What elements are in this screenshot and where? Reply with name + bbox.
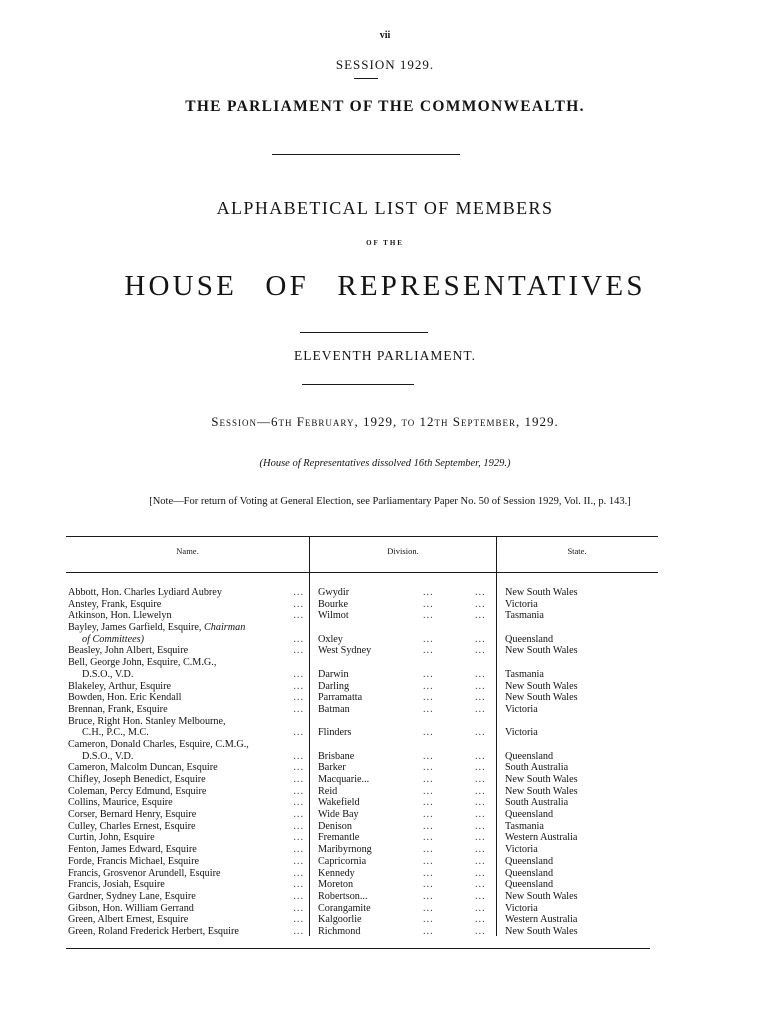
leader-dots: ... <box>475 902 486 914</box>
state-cell <box>505 704 655 716</box>
member-name <box>68 692 306 704</box>
member-name-continued <box>68 634 306 646</box>
leader-dots: ... <box>475 844 486 856</box>
member-title: of Committees) <box>82 633 144 645</box>
leader-dots: ... <box>293 610 304 622</box>
leader-dots: ... <box>475 890 486 902</box>
division-cell <box>318 762 493 774</box>
leader-dots: ... <box>475 598 486 610</box>
division-name: Wakefield <box>318 797 360 809</box>
member-name <box>68 622 306 634</box>
row-spacer <box>505 739 655 751</box>
leader-dots: ... <box>293 902 304 914</box>
state-column <box>505 587 655 938</box>
division-cell <box>318 844 493 856</box>
leader-dots: ... <box>293 680 304 692</box>
leader-dots: ... <box>423 785 434 797</box>
member-name <box>68 926 306 938</box>
leader-dots: ... <box>423 890 434 902</box>
column-divider <box>496 536 497 936</box>
division-name: Denison <box>318 820 352 832</box>
session-heading: SESSION 1929. <box>335 57 435 72</box>
state-cell <box>505 832 655 844</box>
divider <box>300 332 428 333</box>
row-spacer <box>318 716 493 728</box>
state-name: Queensland <box>505 879 554 891</box>
leader-dots: ... <box>293 633 304 645</box>
state-name: New South Wales <box>505 890 578 902</box>
member-name <box>68 599 306 611</box>
divider <box>302 384 414 385</box>
member-name <box>68 879 306 891</box>
leader-dots: ... <box>475 750 486 762</box>
dissolution-note: (House of Representatives dissolved 16th September, 1929.) <box>259 458 511 469</box>
state-cell <box>505 821 655 833</box>
member-name-text: Blakeley, Arthur, Esquire <box>68 680 172 692</box>
division-name: Batman <box>318 703 350 715</box>
state-cell <box>505 903 655 915</box>
name-column <box>68 587 306 938</box>
state-name: Tasmania <box>505 668 544 680</box>
leader-dots: ... <box>475 727 486 739</box>
division-cell <box>318 856 493 868</box>
member-name-text: Atkinson, Hon. Llewelyn <box>68 610 172 622</box>
member-title: Chairman <box>203 622 246 634</box>
state-cell <box>505 762 655 774</box>
leader-dots: ... <box>475 762 486 774</box>
list-title: ALPHABETICAL LIST OF MEMBERS <box>216 198 554 218</box>
leader-dots: ... <box>293 727 304 739</box>
division-column-header: Division. <box>387 546 419 556</box>
state-name: New South Wales <box>505 587 578 598</box>
state-cell <box>505 879 655 891</box>
member-name <box>68 774 306 786</box>
table-header-rule <box>66 572 658 573</box>
state-name: South Australia <box>505 797 569 809</box>
row-spacer <box>318 739 493 751</box>
member-name <box>68 903 306 915</box>
division-cell <box>318 868 493 880</box>
member-name-text: Gardner, Sydney Lane, Esquire <box>68 890 196 902</box>
division-cell <box>318 903 493 915</box>
division-name: Bourke <box>318 598 348 610</box>
leader-dots: ... <box>293 587 304 598</box>
division-name: West Sydney <box>318 645 372 657</box>
leader-dots: ... <box>293 809 304 821</box>
state-cell <box>505 891 655 903</box>
leader-dots: ... <box>475 692 486 704</box>
leader-dots: ... <box>423 645 434 657</box>
division-cell <box>318 587 493 599</box>
division-name: Brisbane <box>318 750 355 762</box>
division-name: Barker <box>318 762 346 774</box>
state-cell <box>505 914 655 926</box>
leader-dots: ... <box>475 680 486 692</box>
leader-dots: ... <box>475 879 486 891</box>
member-name-text: Chifley, Joseph Benedict, Esquire <box>68 774 206 785</box>
leader-dots: ... <box>475 785 486 797</box>
leader-dots: ... <box>293 692 304 704</box>
division-name: Robertson... <box>318 890 368 902</box>
division-cell <box>318 914 493 926</box>
member-name-text: Francis, Josiah, Esquire <box>68 879 165 891</box>
state-name: Victoria <box>505 902 538 914</box>
state-cell <box>505 634 655 646</box>
division-cell <box>318 774 493 786</box>
member-name <box>68 821 306 833</box>
division-name: Corangamite <box>318 902 371 914</box>
member-name-continued <box>68 751 306 763</box>
leader-dots: ... <box>423 692 434 704</box>
leader-dots: ... <box>423 925 434 937</box>
division-cell <box>318 634 493 646</box>
row-spacer <box>505 657 655 669</box>
leader-dots: ... <box>423 809 434 821</box>
divider <box>354 78 378 79</box>
leader-dots: ... <box>475 668 486 680</box>
state-cell <box>505 844 655 856</box>
leader-dots: ... <box>293 762 304 774</box>
member-name <box>68 797 306 809</box>
leader-dots: ... <box>293 867 304 879</box>
leader-dots: ... <box>293 879 304 891</box>
leader-dots: ... <box>475 645 486 657</box>
state-name: South Australia <box>505 762 569 774</box>
leader-dots: ... <box>293 598 304 610</box>
row-spacer <box>505 622 655 634</box>
leader-dots: ... <box>423 867 434 879</box>
division-cell <box>318 692 493 704</box>
member-name-text: Collins, Maurice, Esquire <box>68 797 173 809</box>
state-cell <box>505 926 655 938</box>
division-cell <box>318 610 493 622</box>
session-dates: Session—6th February, 1929, to 12th September, 1929. <box>211 414 559 429</box>
leader-dots: ... <box>293 774 304 785</box>
leader-dots: ... <box>475 703 486 715</box>
member-name-continued <box>68 669 306 681</box>
division-name: Parramatta <box>318 692 363 704</box>
state-cell <box>505 610 655 622</box>
member-name-text: D.S.O., V.D. <box>82 750 134 762</box>
state-name: Victoria <box>505 727 538 739</box>
state-name: Tasmania <box>505 610 544 622</box>
leader-dots: ... <box>293 855 304 867</box>
state-cell <box>505 669 655 681</box>
row-spacer <box>318 657 493 669</box>
state-cell <box>505 786 655 798</box>
state-name: Queensland <box>505 867 554 879</box>
leader-dots: ... <box>475 867 486 879</box>
member-name-text: Green, Roland Frederick Herbert, Esquire <box>68 925 239 937</box>
member-name-text: Anstey, Frank, Esquire <box>68 598 162 610</box>
state-cell <box>505 587 655 599</box>
house-title: HOUSE OF REPRESENTATIVES <box>124 270 646 302</box>
state-name: New South Wales <box>505 680 578 692</box>
leader-dots: ... <box>293 750 304 762</box>
member-name <box>68 704 306 716</box>
member-name <box>68 739 306 751</box>
state-cell <box>505 599 655 611</box>
member-name-text: Abbott, Hon. Charles Lydiard Aubrey <box>68 587 222 598</box>
row-spacer <box>505 716 655 728</box>
state-name: Victoria <box>505 844 538 856</box>
division-cell <box>318 786 493 798</box>
member-name-text: Brennan, Frank, Esquire <box>68 703 168 715</box>
state-name: New South Wales <box>505 774 578 785</box>
division-cell <box>318 681 493 693</box>
leader-dots: ... <box>475 925 486 937</box>
state-name: Queensland <box>505 809 554 821</box>
parliament-title: THE PARLIAMENT OF THE COMMONWEALTH. <box>185 98 585 115</box>
leader-dots: ... <box>293 645 304 657</box>
leader-dots: ... <box>423 832 434 844</box>
member-name-text: Gibson, Hon. William Gerrand <box>68 902 194 914</box>
state-cell <box>505 797 655 809</box>
division-cell <box>318 751 493 763</box>
state-name: New South Wales <box>505 925 578 937</box>
member-name <box>68 832 306 844</box>
leader-dots: ... <box>423 587 434 598</box>
state-cell <box>505 856 655 868</box>
member-name <box>68 868 306 880</box>
division-name: Reid <box>318 785 338 797</box>
leader-dots: ... <box>475 610 486 622</box>
division-name: Darling <box>318 680 350 692</box>
division-cell <box>318 669 493 681</box>
leader-dots: ... <box>423 774 434 785</box>
state-cell <box>505 727 655 739</box>
leader-dots: ... <box>423 855 434 867</box>
state-name: Queensland <box>505 855 554 867</box>
member-name-text: Francis, Grosvenor Arundell, Esquire <box>68 867 221 879</box>
division-cell <box>318 645 493 657</box>
member-name-text: Bowden, Hon. Eric Kendall <box>68 692 182 704</box>
member-name <box>68 587 306 599</box>
row-spacer <box>318 622 493 634</box>
division-name: Richmond <box>318 925 361 937</box>
member-name <box>68 856 306 868</box>
leader-dots: ... <box>423 668 434 680</box>
division-name: Capricornia <box>318 855 367 867</box>
division-cell <box>318 809 493 821</box>
member-name-text: Coleman, Percy Edmund, Esquire <box>68 785 207 797</box>
leader-dots: ... <box>423 914 434 926</box>
member-name <box>68 610 306 622</box>
leader-dots: ... <box>475 820 486 832</box>
leader-dots: ... <box>423 598 434 610</box>
state-name: New South Wales <box>505 785 578 797</box>
leader-dots: ... <box>423 762 434 774</box>
state-cell <box>505 645 655 657</box>
leader-dots: ... <box>293 832 304 844</box>
state-name: Western Australia <box>505 914 578 926</box>
leader-dots: ... <box>423 680 434 692</box>
voting-note: [Note—For return of Voting at General Election, see Parliamentary Paper No. 50 of Session 1929, Vol. II., p. 143.] <box>149 496 631 507</box>
leader-dots: ... <box>423 727 434 739</box>
leader-dots: ... <box>293 925 304 937</box>
division-name: Macquarie... <box>318 774 370 785</box>
leader-dots: ... <box>293 797 304 809</box>
division-cell <box>318 879 493 891</box>
state-name: New South Wales <box>505 645 578 657</box>
member-name-text: C.H., P.C., M.C. <box>82 727 149 739</box>
member-name <box>68 762 306 774</box>
member-name <box>68 891 306 903</box>
division-name: Maribyrnong <box>318 844 372 856</box>
state-cell <box>505 868 655 880</box>
state-name: Tasmania <box>505 820 544 832</box>
leader-dots: ... <box>423 820 434 832</box>
state-cell <box>505 774 655 786</box>
leader-dots: ... <box>423 610 434 622</box>
leader-dots: ... <box>475 797 486 809</box>
leader-dots: ... <box>475 855 486 867</box>
division-name: Flinders <box>318 727 352 739</box>
member-name-text: Forde, Francis Michael, Esquire <box>68 855 199 867</box>
table-top-rule <box>66 536 658 537</box>
member-name <box>68 645 306 657</box>
division-name: Wilmot <box>318 610 349 622</box>
leader-dots: ... <box>423 633 434 645</box>
leader-dots: ... <box>475 633 486 645</box>
division-name: Moreton <box>318 879 354 891</box>
division-name: Wide Bay <box>318 809 359 821</box>
state-name: Victoria <box>505 703 538 715</box>
of-the-text: OF THE <box>366 239 404 247</box>
division-cell <box>318 727 493 739</box>
leader-dots: ... <box>475 914 486 926</box>
division-column <box>318 587 493 938</box>
division-cell <box>318 832 493 844</box>
member-name-text: Bayley, James Garfield, Esquire, <box>68 622 204 634</box>
state-name: Queensland <box>505 633 554 645</box>
division-name: Darwin <box>318 668 349 680</box>
division-cell <box>318 797 493 809</box>
name-column-header: Name. <box>176 546 199 556</box>
state-name: Victoria <box>505 598 538 610</box>
division-name: Gwydir <box>318 587 350 598</box>
member-name <box>68 809 306 821</box>
division-cell <box>318 821 493 833</box>
division-cell <box>318 891 493 903</box>
division-name: Kalgoorlie <box>318 914 362 926</box>
leader-dots: ... <box>293 914 304 926</box>
state-cell <box>505 692 655 704</box>
member-name-text: Bruce, Right Hon. Stanley Melbourne, <box>68 715 226 727</box>
leader-dots: ... <box>475 832 486 844</box>
member-name <box>68 844 306 856</box>
division-cell <box>318 599 493 611</box>
leader-dots: ... <box>293 844 304 856</box>
division-name: Kennedy <box>318 867 355 879</box>
leader-dots: ... <box>423 879 434 891</box>
member-name-text: D.S.O., V.D. <box>82 668 134 680</box>
state-name: Western Australia <box>505 832 578 844</box>
page-number: vii <box>379 30 391 41</box>
state-cell <box>505 751 655 763</box>
parliament-number: ELEVENTH PARLIAMENT. <box>294 348 476 363</box>
leader-dots: ... <box>423 750 434 762</box>
member-name-text: Curtin, John, Esquire <box>68 832 155 844</box>
division-name: Fremantle <box>318 832 360 844</box>
division-cell <box>318 704 493 716</box>
divider <box>272 154 460 155</box>
state-name: Queensland <box>505 750 554 762</box>
member-name-text: Culley, Charles Ernest, Esquire <box>68 820 196 832</box>
member-name-text: Fenton, James Edward, Esquire <box>68 844 197 856</box>
member-name-text: Bell, George John, Esquire, C.M.G., <box>68 657 217 669</box>
division-name: Oxley <box>318 633 343 645</box>
leader-dots: ... <box>293 703 304 715</box>
member-name-continued <box>68 727 306 739</box>
member-name-text: Green, Albert Ernest, Esquire <box>68 914 189 926</box>
member-name <box>68 786 306 798</box>
leader-dots: ... <box>423 703 434 715</box>
leader-dots: ... <box>423 844 434 856</box>
leader-dots: ... <box>423 797 434 809</box>
member-name-text: Corser, Bernard Henry, Esquire <box>68 809 197 821</box>
leader-dots: ... <box>423 902 434 914</box>
state-column-header: State. <box>567 546 587 556</box>
leader-dots: ... <box>475 587 486 598</box>
member-name-text: Beasley, John Albert, Esquire <box>68 645 189 657</box>
table-bottom-rule <box>66 948 650 949</box>
leader-dots: ... <box>293 820 304 832</box>
member-name <box>68 657 306 669</box>
state-cell <box>505 681 655 693</box>
member-name <box>68 716 306 728</box>
leader-dots: ... <box>475 774 486 785</box>
leader-dots: ... <box>293 785 304 797</box>
column-divider <box>309 536 310 936</box>
leader-dots: ... <box>293 890 304 902</box>
division-cell <box>318 926 493 938</box>
member-name <box>68 914 306 926</box>
state-cell <box>505 809 655 821</box>
leader-dots: ... <box>293 668 304 680</box>
member-name-text: Cameron, Malcolm Duncan, Esquire <box>68 762 218 774</box>
state-name: New South Wales <box>505 692 578 704</box>
leader-dots: ... <box>475 809 486 821</box>
member-name <box>68 681 306 693</box>
member-name-text: Cameron, Donald Charles, Esquire, C.M.G., <box>68 738 249 750</box>
